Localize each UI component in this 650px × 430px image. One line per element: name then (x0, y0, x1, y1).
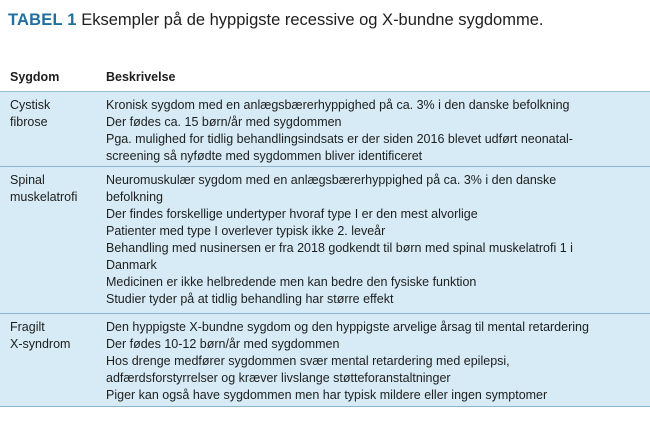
header-disease: Sygdom (10, 70, 60, 84)
disease-description (106, 92, 636, 169)
description-line: Studier tyder på at tidlig behandling har større effekt (106, 292, 394, 306)
table-header-row (0, 64, 650, 92)
description-line: Pga. mulighed for tidlig behandlingsindsats er der siden 2016 blevet udført neonatal- (106, 132, 573, 146)
disease-name-line: fibrose (10, 115, 48, 129)
table-row (0, 314, 650, 407)
disease-name-line: muskelatrofi (10, 190, 78, 204)
disease-name-line: Cystisk (10, 98, 51, 112)
disease-name (10, 172, 100, 206)
disease-name-line: X-syndrom (10, 337, 71, 351)
table-row (0, 167, 650, 314)
disease-name-line: Spinal (10, 173, 45, 187)
description-line: Kronisk sygdom med en anlægsbærerhyppighed på ca. 3% i den danske befolkning (106, 98, 570, 112)
description-line: Danmark (106, 258, 157, 272)
description-line: Hos drenge medfører sygdommen svær mental retardering med epilepsi, (106, 354, 510, 368)
description-line: Der findes forskellige undertyper hvoraf type I er den mest alvorlige (106, 207, 478, 221)
description-line: Den hyppigste X-bundne sygdom og den hyppigste arvelige årsag til mental retardering (106, 320, 589, 334)
disease-description (106, 314, 636, 408)
description-line: Medicinen er ikke helbredende men kan bedre den fysiske funktion (106, 275, 477, 289)
description-line: Piger kan også have sygdommen men har typisk mildere eller ingen symptomer (106, 388, 548, 402)
description-line: Der fødes ca. 15 børn/år med sygdommen (106, 115, 342, 129)
disease-name (10, 319, 100, 353)
description-line: Patienter med type I overlever typisk ikke 2. leveår (106, 224, 386, 238)
description-line: befolkning (106, 190, 163, 204)
table-caption (8, 10, 638, 31)
description-line: Neuromuskulær sygdom med en anlægsbærerhyppighed på ca. 3% i den danske (106, 173, 557, 187)
description-line: Der fødes 10-12 børn/år med sygdommen (106, 337, 340, 351)
disease-name-line: Fragilt (10, 320, 45, 334)
disease-name (10, 97, 100, 131)
table-label: TABEL 1 (8, 11, 77, 29)
table-title: Eksempler på de hyppigste recessive og X-bundne sygdomme. (81, 11, 544, 29)
disease-table (0, 64, 650, 407)
description-line: adfærdsforstyrrelser og kræver livslange støtteforanstaltninger (106, 371, 451, 385)
description-line: screening så nyfødte med sygdommen bliver identificeret (106, 149, 423, 163)
description-line: Behandling med nusinersen er fra 2018 godkendt til børn med spinal muskelatrofi 1 i (106, 241, 573, 255)
header-description: Beskrivelse (106, 70, 176, 84)
table-row (0, 92, 650, 167)
disease-description (106, 167, 636, 312)
